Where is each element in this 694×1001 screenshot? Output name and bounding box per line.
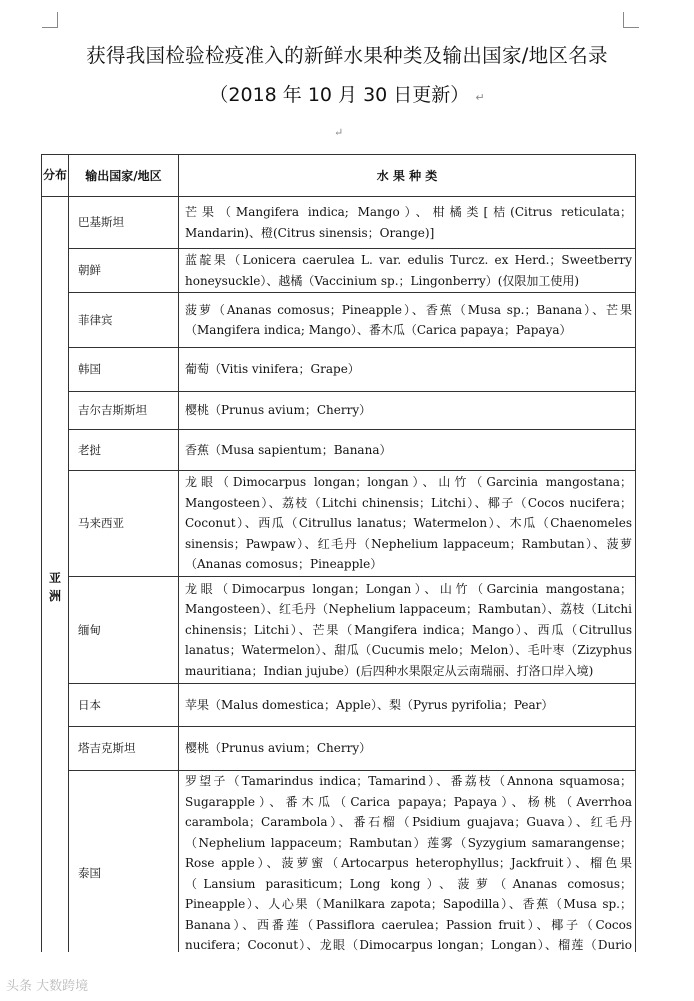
table-row <box>42 771 636 977</box>
header-country: 输出国家/地区 <box>69 155 179 197</box>
crop-mark-top-right <box>623 12 639 28</box>
fruit-cell: 樱桃（Prunus avium；Cherry） <box>179 727 636 771</box>
header-fruits: 水 果 种 类 <box>179 155 636 197</box>
fruit-cell: 香蕉（Musa sapientum；Banana） <box>179 430 636 471</box>
paragraph-mark: ↵ <box>334 126 344 139</box>
table-row <box>42 684 636 727</box>
country-cell: 缅甸 <box>69 577 179 684</box>
document-subtitle <box>0 80 694 107</box>
fruit-cell: 葡萄（Vitis vinifera；Grape） <box>179 348 636 392</box>
region-label: 亚洲 <box>48 570 61 603</box>
country-cell: 塔吉克斯坦 <box>69 727 179 771</box>
table-row <box>42 293 636 348</box>
table-row <box>42 471 636 577</box>
table-row <box>42 727 636 771</box>
country-cell: 朝鲜 <box>69 249 179 293</box>
page-bottom <box>0 952 694 1001</box>
fruit-table <box>41 154 636 977</box>
country-cell: 老挝 <box>69 430 179 471</box>
table-row <box>42 249 636 293</box>
fruit-cell: 龙眼（Dimocarpus longan；longan）、山竹（Garcinia mangostana；Mangosteen）、荔枝（Litchi chinensis；Litchi）、椰子（Cocos nucifera；Coconut）、西瓜（Citrullus lanatus；Watermelon）、木瓜（Chaenomeles sinensis；Pawpaw）、红毛丹（Nephelium lappaceum；Rambutan）、菠萝（Ananas comosus；Pineapple） <box>179 471 636 577</box>
country-cell: 菲律宾 <box>69 293 179 348</box>
table-row <box>42 197 636 249</box>
table-header-row <box>42 155 636 197</box>
table-row <box>42 430 636 471</box>
fruit-cell: 罗望子（Tamarindus indica；Tamarind）、番荔枝（Annona squamosa；Sugarapple）、番木瓜（Carica papaya；Papaya）、杨桃（Averrhoa carambola；Carambola）、番石榴（Psidium guajava；Guava）、红毛丹（Nephelium lappaceum；Rambutan）莲雾（Syzygium samarangense；Rose apple）、菠萝蜜（Artocarpus heterophyllus；Jackfruit）、榴色果（Lansium parasiticum；Long kong）、菠萝（Ananas comosus；Pineapple）、人心果（Manilkara zapota；Sapodilla）、香蕉（Musa sp.；Banana）、西番莲（Passiflora caerulea；Passion fruit）、椰子（Cocos nucifera；Coconut）、龙眼（Dimocarpus longan；Longan）、榴莲（Durio <box>179 771 636 977</box>
country-cell: 巴基斯坦 <box>69 197 179 249</box>
fruit-cell: 苹果（Malus domestica；Apple）、梨（Pyrus pyrifolia；Pear） <box>179 684 636 727</box>
country-cell: 吉尔吉斯斯坦 <box>69 392 179 430</box>
fruit-cell: 樱桃（Prunus avium；Cherry） <box>179 392 636 430</box>
fruit-cell: 蓝靛果（Lonicera caerulea L. var. edulis Turcz. ex Herd.；Sweetberry honeysuckle）、越橘（Vaccinium sp.；Lingonberry）(仅限加工使用) <box>179 249 636 293</box>
watermark: 头条 大数跨境 <box>6 979 89 994</box>
header-region: 分布 <box>42 155 69 197</box>
region-cell <box>42 197 69 977</box>
table-row <box>42 348 636 392</box>
fruit-cell: 菠萝（Ananas comosus；Pineapple）、香蕉（Musa sp.；Banana）、芒果（Mangifera indica; Mango）、番木瓜（Carica papaya；Papaya） <box>179 293 636 348</box>
country-cell: 日本 <box>69 684 179 727</box>
crop-mark-top-left <box>42 12 58 28</box>
table-row <box>42 392 636 430</box>
subtitle-text: （2018 年 10 月 30 日更新） <box>209 84 470 106</box>
country-cell: 泰国 <box>69 771 179 977</box>
document-title: 获得我国检验检疫准入的新鲜水果种类及输出国家/地区名录 <box>86 44 608 67</box>
country-cell: 马来西亚 <box>69 471 179 577</box>
country-cell: 韩国 <box>69 348 179 392</box>
fruit-cell: 芒果（Mangifera indica; Mango）、柑橘类[桔(Citrus reticulata；Mandarin)、橙(Citrus sinensis；Orange)] <box>179 197 636 249</box>
fruit-cell: 龙眼（Dimocarpus longan；Longan）、山竹（Garcinia mangostana；Mangosteen）、红毛丹（Nephelium lappaceum；Rambutan）、荔枝（Litchi chinensis；Litchi）、芒果（Mangifera indica；Mango）、西瓜（Citrullus lanatus；Watermelon）、甜瓜（Cucumis melo；Melon）、毛叶枣（Zizyphus mauritiana；Indian jujube）(后四种水果限定从云南瑞丽、打洛口岸入境) <box>179 577 636 684</box>
paragraph-mark: ↵ <box>475 91 485 104</box>
table-row <box>42 577 636 684</box>
